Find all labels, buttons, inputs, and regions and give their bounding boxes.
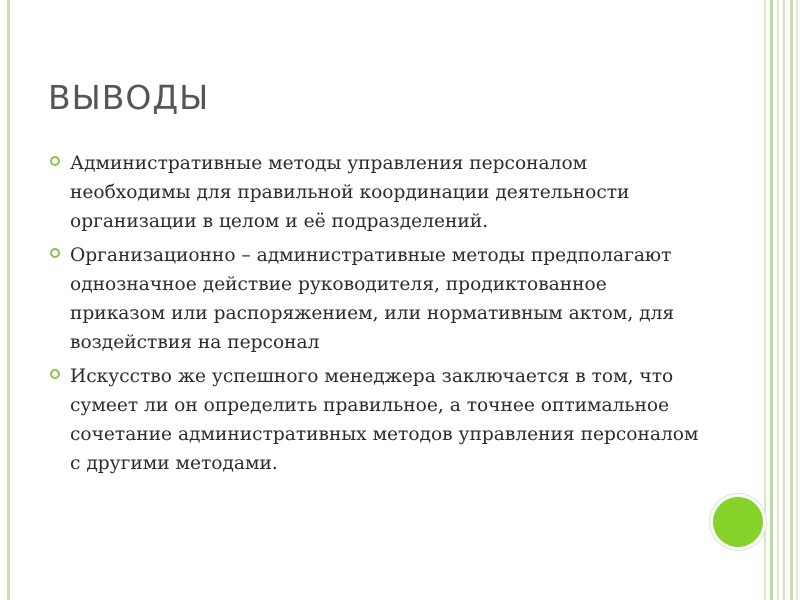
bullet-text: Административные методы управления персоналом необходимы для правильной координации деятельности организации в целом и её подразделений. <box>70 153 630 232</box>
hollow-circle-icon <box>50 248 60 258</box>
bullet-item <box>50 241 700 357</box>
bullet-text: Искусство же успешного менеджера заключается в том, что сумеет ли он определить правильное, а точнее оптимальное сочетание административных методов управления персоналом с другими методами. <box>70 366 699 474</box>
right-border-line <box>783 0 785 600</box>
bullet-text: Организационно – административные методы предполагают однозначное действие руководителя, продиктованное приказом или распоряжением, или нормативным актом, для воздействия на персонал <box>70 245 675 353</box>
bullet-item <box>50 149 700 236</box>
hollow-circle-icon <box>50 369 60 379</box>
green-circle-icon <box>713 497 763 547</box>
right-border-line <box>790 0 793 600</box>
right-border-line <box>764 0 766 600</box>
slide-title: ВЫВОДЫ <box>48 78 210 117</box>
bullet-list <box>50 149 700 483</box>
right-border-line <box>777 0 779 600</box>
bullet-item <box>50 362 700 478</box>
left-border-line <box>7 0 10 600</box>
hollow-circle-icon <box>50 156 60 166</box>
right-border-line <box>770 0 773 600</box>
right-border-line <box>796 0 798 600</box>
